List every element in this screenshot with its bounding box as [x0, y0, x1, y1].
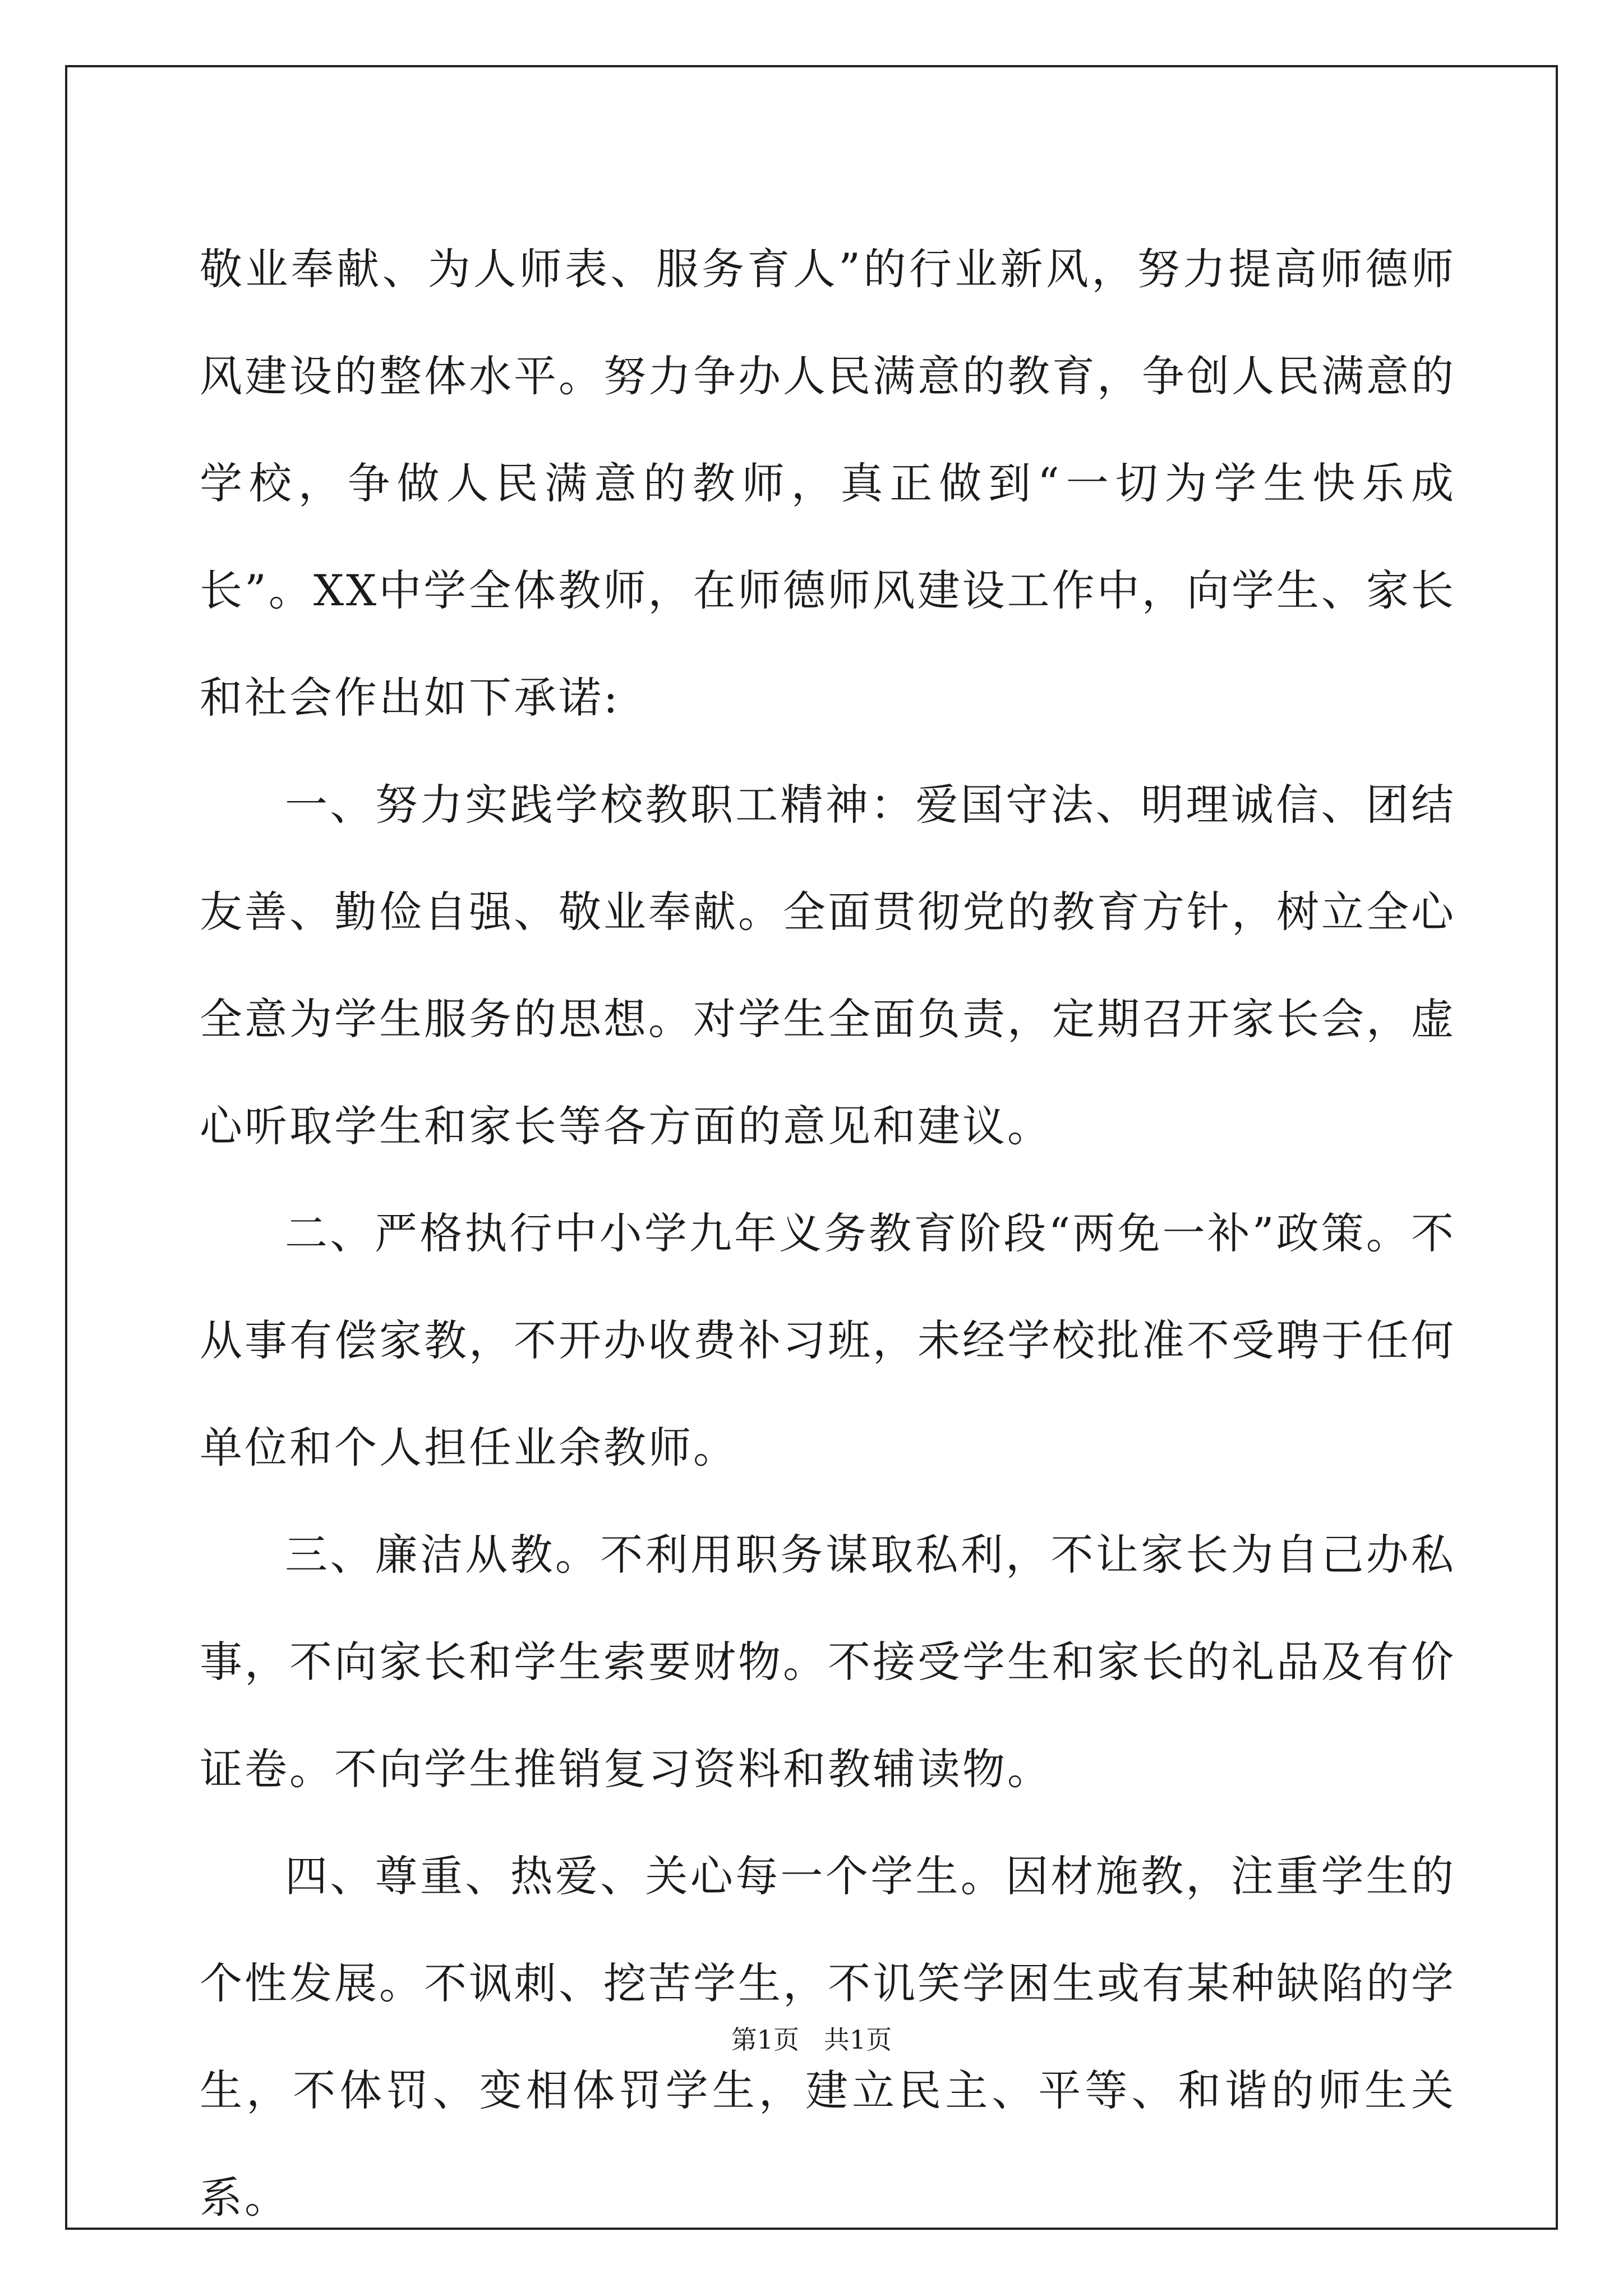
- paragraph-intro: 敬业奉献、为人师表、服务育人”的行业新风，努力提高师德师风建设的整体水平。努力争办人民满意的教育，争创人民满意的学校，争做人民满意的教师，真正做到“一切为学生快乐成长”。XX中学全体教师，在师德师风建设工作中，向学生、家长和社会作出如下承诺:: [200, 244, 1456, 723]
- document-body: [200, 215, 1456, 2251]
- paragraph-item-1: 一、努力实践学校教职工精神：爱国守法、明理诚信、团结友善、勤俭自强、敬业奉献。全面贯彻党的教育方针，树立全心全意为学生服务的思想。对学生全面负责，定期召开家长会，虚心听取学生和家长等各方面的意见和建议。: [200, 780, 1456, 1151]
- paragraph-item-3: 三、廉洁从教。不利用职务谋取私利，不让家长为自己办私事，不向家长和学生索要财物。不接受学生和家长的礼品及有价证卷。不向学生推销复习资料和教辅读物。: [200, 1530, 1456, 1794]
- page-number-footer: 第1页 共1页: [731, 2024, 892, 2055]
- paragraph-item-2: 二、严格执行中小学九年义务教育阶段“两免一补”政策。不从事有偿家教，不开办收费补习班，未经学校批准不受聘于任何单位和个人担任业余教师。: [200, 1208, 1456, 1473]
- paragraph-item-4: 四、尊重、热爱、关心每一个学生。因材施教，注重学生的个性发展。不讽刺、挖苦学生，不讥笑学困生或有某种缺陷的学生，不体罚、变相体罚学生，建立民主、平等、和谐的师生关系。: [200, 1851, 1456, 2223]
